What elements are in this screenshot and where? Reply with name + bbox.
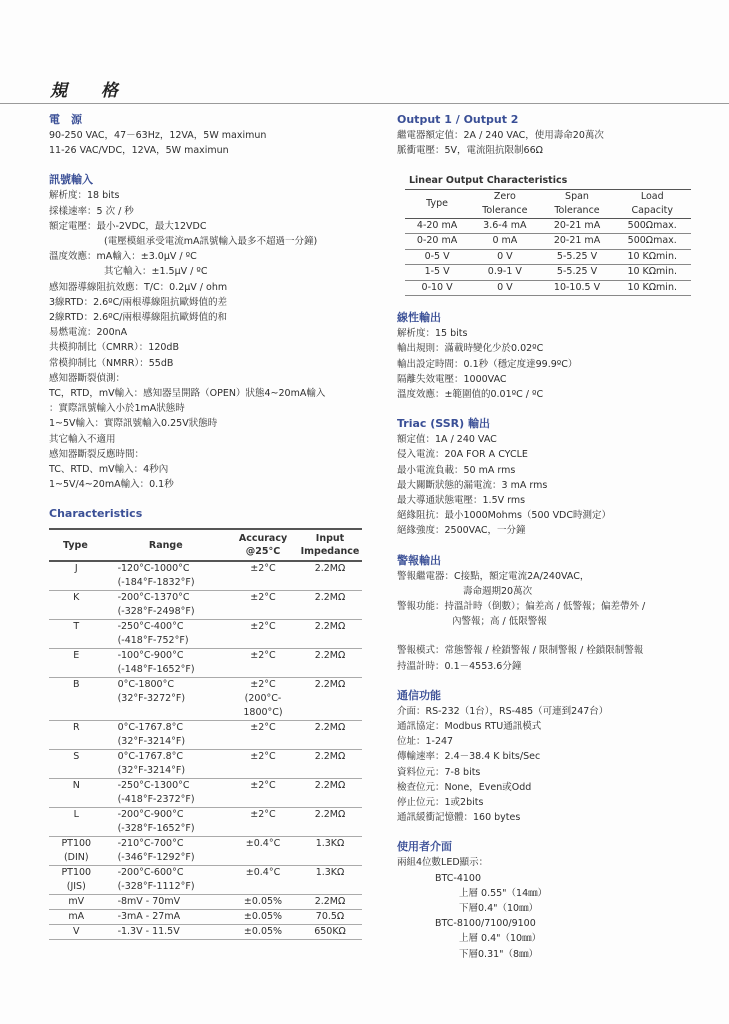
table-cell: 20-21 mA xyxy=(553,219,601,231)
table-cell: 10-10.5 V xyxy=(553,281,601,293)
comm-line: 停止位元：1或2bits xyxy=(397,796,484,808)
title-divider xyxy=(0,103,729,104)
cell-impedance: 2.2MΩ xyxy=(314,751,346,763)
signal-line: 採樣速率：5 次 / 秒 xyxy=(49,205,134,217)
cell-impedance: 2.2MΩ xyxy=(314,592,346,604)
triac-line: 額定值：1A / 240 VAC xyxy=(397,434,497,446)
alarm-title: 警報輸出 xyxy=(397,553,441,567)
cell-accuracy: ±0.4°C xyxy=(245,838,281,850)
signal-line: 其它輸入：±1.5μV / ºC xyxy=(104,266,208,278)
header-impedance: Input Impedance xyxy=(300,533,360,558)
signal-line: 3線RTD：2.6ºC/兩根導線阻抗歐姆值的差 xyxy=(49,296,227,308)
triac-line: 最小電流負載：50 mA rms xyxy=(397,464,516,476)
table-row xyxy=(49,721,362,750)
signal-line: ：實際訊號輸入小於1mA狀態時 xyxy=(49,403,185,415)
table-cell: 1-5 V xyxy=(424,266,450,278)
linear-output-line: 輸出規則：滿載時變化少於0.02ºC xyxy=(397,343,544,355)
signal-line: 共模抑制比（CMRR）：120dB xyxy=(49,342,179,354)
power-line: 90-250 VAC，47－63Hz，12VA，5W maximun xyxy=(49,130,267,141)
cell-impedance: 2.2MΩ xyxy=(314,679,346,691)
cell-type: N xyxy=(72,780,80,792)
cell-type: R xyxy=(72,722,80,734)
cell-impedance: 2.2MΩ xyxy=(314,621,346,633)
table-row xyxy=(49,750,362,779)
triac-line: 最大關斷狀態的漏電流：3 mA rms xyxy=(397,479,548,491)
signal-line: 額定電壓：最小-2VDC，最大12VDC xyxy=(49,220,207,232)
cell-accuracy: ±2°C xyxy=(250,650,276,662)
power-title: 電 源 xyxy=(49,113,82,126)
table-cell: 0-10 V xyxy=(421,281,453,293)
ui-intro: 兩組4位數LED顯示： xyxy=(397,857,489,869)
table-row xyxy=(405,249,691,265)
left-column xyxy=(49,112,379,940)
table-cell: 0 V xyxy=(497,250,513,262)
cell-impedance: 2.2MΩ xyxy=(314,650,346,662)
table-cell: 10 KΩmin. xyxy=(627,281,677,293)
linear-output-line: 解析度：15 bits xyxy=(397,328,468,340)
table-cell: 0 V xyxy=(497,281,513,293)
signal-line: 感知器斷裂偵測： xyxy=(49,372,126,384)
table-row xyxy=(49,591,362,620)
cell-accuracy: ±0.4°C xyxy=(245,867,281,879)
cell-type: V xyxy=(73,926,80,938)
cell-accuracy: ±2°C xyxy=(250,751,276,763)
signal-input-title: 訊號輸入 xyxy=(49,173,93,187)
ui-display-size: 上層 0.4"（10㎜） xyxy=(459,933,542,945)
signal-line: 易燃電流：200nA xyxy=(49,327,128,339)
table-cell: 0.9-1 V xyxy=(487,266,522,278)
ui-display-size: 上層 0.55"（14㎜） xyxy=(459,887,548,899)
cell-accuracy: ±2°C xyxy=(250,592,276,604)
cell-type: PT100 (DIN) xyxy=(61,838,92,864)
comm-title: 通信功能 xyxy=(397,688,441,702)
header-accuracy: Accuracy @25°C xyxy=(238,533,288,558)
table-row xyxy=(49,779,362,808)
signal-line: 解析度：18 bits xyxy=(49,190,120,202)
output-line: 脈衝電壓：5V，電流阻抗限制66Ω xyxy=(397,145,543,157)
alarm-line: 內警報；高 / 低限警報 xyxy=(452,616,547,628)
alarm-line: 警報繼電器：C接點，額定電流2A/240VAC， xyxy=(397,570,590,582)
cell-type: mA xyxy=(68,911,85,923)
cell-accuracy: ±0.05% xyxy=(243,911,283,923)
header-load: Load Capacity xyxy=(631,190,673,216)
output-title: Output 1 / Output 2 xyxy=(397,113,519,126)
cell-accuracy: ±0.05% xyxy=(243,926,283,938)
table-row xyxy=(49,895,362,910)
comm-line: 檢查位元：None，Even或Odd xyxy=(397,781,532,793)
triac-line: 最大導通狀態電壓：1.5V rms xyxy=(397,494,526,506)
cell-range: -200°C-1370°C (-328°F-2498°F) xyxy=(117,592,195,618)
comm-line: 通訊緩衝記憶體：160 bytes xyxy=(397,812,521,824)
signal-line: 2線RTD：2.6ºC/兩根導線阻抗歐姆值的和 xyxy=(49,312,227,324)
table-row xyxy=(49,808,362,837)
cell-range: -250°C-400°C (-418°F-752°F) xyxy=(117,621,189,647)
ui-title: 使用者介面 xyxy=(397,840,452,854)
table-row xyxy=(49,649,362,678)
cell-impedance: 2.2MΩ xyxy=(314,563,346,575)
cell-type: PT100 (JIS) xyxy=(61,867,92,893)
table-cell: 4-20 mA xyxy=(416,219,458,231)
cell-type: E xyxy=(73,650,80,662)
comm-line: 通訊協定：Modbus RTU通訊模式 xyxy=(397,720,542,732)
cell-range: -200°C-900°C (-328°F-1652°F) xyxy=(117,809,195,835)
cell-type: S xyxy=(73,751,80,763)
table-row xyxy=(405,234,691,250)
ui-model: BTC-8100/7100/9100 xyxy=(435,918,536,930)
linear-output-line: 輸出設定時間：0.1秒（穩定度達99.9ºC） xyxy=(397,358,578,370)
signal-line: TC、RTD、mV輸入：4秒內 xyxy=(49,464,169,476)
cell-accuracy: ±2°C xyxy=(250,809,276,821)
output-line: 繼電器額定值：2A / 240 VAC，使用壽命20萬次 xyxy=(397,130,604,141)
table-cell: 5-5.25 V xyxy=(556,250,598,262)
table-cell: 0-20 mA xyxy=(416,235,458,247)
cell-type: mV xyxy=(68,896,85,908)
table-cell: 0-5 V xyxy=(424,250,450,262)
table-row xyxy=(49,561,362,591)
cell-impedance: 2.2MΩ xyxy=(314,780,346,792)
table-cell: 10 KΩmin. xyxy=(627,266,677,278)
cell-accuracy: ±2°C xyxy=(250,722,276,734)
table-cell: 0 mA xyxy=(492,235,518,247)
header-type: Type xyxy=(426,197,448,209)
cell-range: -120°C-1000°C (-184°F-1832°F) xyxy=(117,563,195,589)
header-type: Type xyxy=(63,539,88,551)
characteristics-table xyxy=(49,528,362,940)
cell-type: L xyxy=(73,809,79,821)
cell-range: -1.3V - 11.5V xyxy=(117,926,180,938)
signal-line: 常模抑制比（NMRR）：55dB xyxy=(49,357,174,369)
alarm-line: 持溫計時：0.1－4553.6分鐘 xyxy=(397,660,522,672)
table-row xyxy=(405,265,691,281)
linear-output-table xyxy=(405,189,691,297)
cell-accuracy: ±2°C xyxy=(250,563,276,575)
table-cell: 10 KΩmin. xyxy=(627,250,677,262)
linear-output-line: 隔離失效電壓：1000VAC xyxy=(397,373,507,385)
signal-line: 感知器導線阻抗效應：T/C：0.2μV / ohm xyxy=(49,281,228,293)
cell-type: B xyxy=(73,679,80,691)
alarm-line: 壽命週期20萬次 xyxy=(463,585,533,597)
cell-impedance: 2.2MΩ xyxy=(314,896,346,908)
table-cell: 500Ωmax. xyxy=(627,219,677,231)
cell-accuracy: ±2°C (200°C-1800°C) xyxy=(243,679,283,719)
table-row xyxy=(405,218,691,234)
triac-line: 侵入電流：20A FOR A CYCLE xyxy=(397,449,528,461)
cell-range: -8mV - 70mV xyxy=(117,896,181,908)
table-cell: 500Ωmax. xyxy=(627,235,677,247)
comm-line: 位址：1-247 xyxy=(397,736,454,748)
linear-output-title: 線性輸出 xyxy=(397,311,441,325)
signal-line: 1~5V/4~20mA輸入：0.1秒 xyxy=(49,479,174,491)
header-zero: Zero Tolerance xyxy=(482,190,528,216)
comm-line: 資料位元：7-8 bits xyxy=(397,766,481,778)
cell-impedance: 70.5Ω xyxy=(315,911,345,923)
cell-type: K xyxy=(73,592,80,604)
comm-line: 介面：RS-232（1台），RS-485（可連到247台） xyxy=(397,705,609,717)
table-row xyxy=(49,866,362,895)
cell-type: J xyxy=(74,563,78,575)
table-row xyxy=(49,678,362,721)
signal-line: (電壓模組承受電流mA訊號輸入最多不超過一分鐘) xyxy=(104,236,318,248)
signal-line: 溫度效應：mA輸入：±3.0μV / ºC xyxy=(49,251,197,263)
cell-impedance: 650KΩ xyxy=(314,926,346,938)
ui-model: BTC-4100 xyxy=(435,872,482,884)
cell-range: -210°C-700°C (-346°F-1292°F) xyxy=(117,838,195,864)
alarm-line: 警報模式：常態警報 / 栓鎖警報 / 限制警報 / 栓鎖限制警報 xyxy=(397,645,644,657)
cell-range: -3mA - 27mA xyxy=(117,911,181,923)
cell-accuracy: ±2°C xyxy=(250,780,276,792)
linear-output-line: 溫度效應：±範圍值的0.01ºC / ºC xyxy=(397,388,544,400)
right-column xyxy=(397,112,707,962)
ui-display-size: 下層0.31"（8㎜） xyxy=(459,948,539,960)
triac-title: Triac (SSR) 輸出 xyxy=(397,417,490,431)
cell-range: 0°C-1767.8°C (32°F-3214°F) xyxy=(117,751,186,777)
cell-impedance: 2.2MΩ xyxy=(314,809,346,821)
table-row xyxy=(49,620,362,649)
table-header-row xyxy=(49,529,362,561)
cell-range: -200°C-600°C (-328°F-1112°F) xyxy=(117,867,195,893)
characteristics-title: Characteristics xyxy=(49,507,143,521)
cell-accuracy: ±2°C xyxy=(250,621,276,633)
cell-range: -100°C-900°C (-148°F-1652°F) xyxy=(117,650,195,676)
header-span: Span Tolerance xyxy=(554,190,600,216)
cell-type: T xyxy=(73,621,80,633)
triac-line: 絕緣阻抗：最小1000Mohms（500 VDC時測定） xyxy=(397,510,612,522)
cell-impedance: 1.3KΩ xyxy=(315,838,345,850)
comm-line: 傳輸速率：2.4－38.4 K bits/Sec xyxy=(397,751,541,763)
cell-range: 0°C-1800°C (32°F-3272°F) xyxy=(117,679,186,705)
table-header-row xyxy=(405,189,691,218)
header-range: Range xyxy=(148,539,183,551)
signal-line: 1~5V輸入：實際訊號輸入0.25V狀態時 xyxy=(49,418,218,430)
linear-table-title: Linear Output Characteristics xyxy=(409,175,568,187)
cell-range: 0°C-1767.8°C (32°F-3214°F) xyxy=(117,722,186,748)
power-line: 11-26 VAC/VDC，12VA，5W maximun xyxy=(49,145,229,157)
ui-display-size: 下層0.4"（10㎜） xyxy=(459,903,539,914)
page-title: 規 格 xyxy=(50,81,132,101)
cell-impedance: 2.2MΩ xyxy=(314,722,346,734)
table-row xyxy=(49,837,362,866)
cell-impedance: 1.3KΩ xyxy=(315,867,345,879)
table-cell: 20-21 mA xyxy=(553,235,601,247)
table-row xyxy=(405,280,691,296)
triac-line: 絕緣強度：2500VAC，一分鐘 xyxy=(397,525,526,537)
table-cell: 3.6-4 mA xyxy=(483,219,527,231)
table-row xyxy=(49,925,362,940)
signal-line: 其它輸入不適用 xyxy=(49,433,116,445)
alarm-line: 警報功能：持溫計時（倒數）；偏差高 / 低警報；偏差帶外 / xyxy=(397,600,646,612)
signal-line: TC，RTD，mV輸入：感知器呈開路（OPEN）狀態4~20mA輸入 xyxy=(49,388,326,400)
table-row xyxy=(49,910,362,925)
table-cell: 5-5.25 V xyxy=(556,266,598,278)
cell-range: -250°C-1300°C (-418°F-2372°F) xyxy=(117,780,195,806)
signal-line: 感知器斷裂反應時間： xyxy=(49,448,145,460)
cell-accuracy: ±0.05% xyxy=(243,896,283,908)
